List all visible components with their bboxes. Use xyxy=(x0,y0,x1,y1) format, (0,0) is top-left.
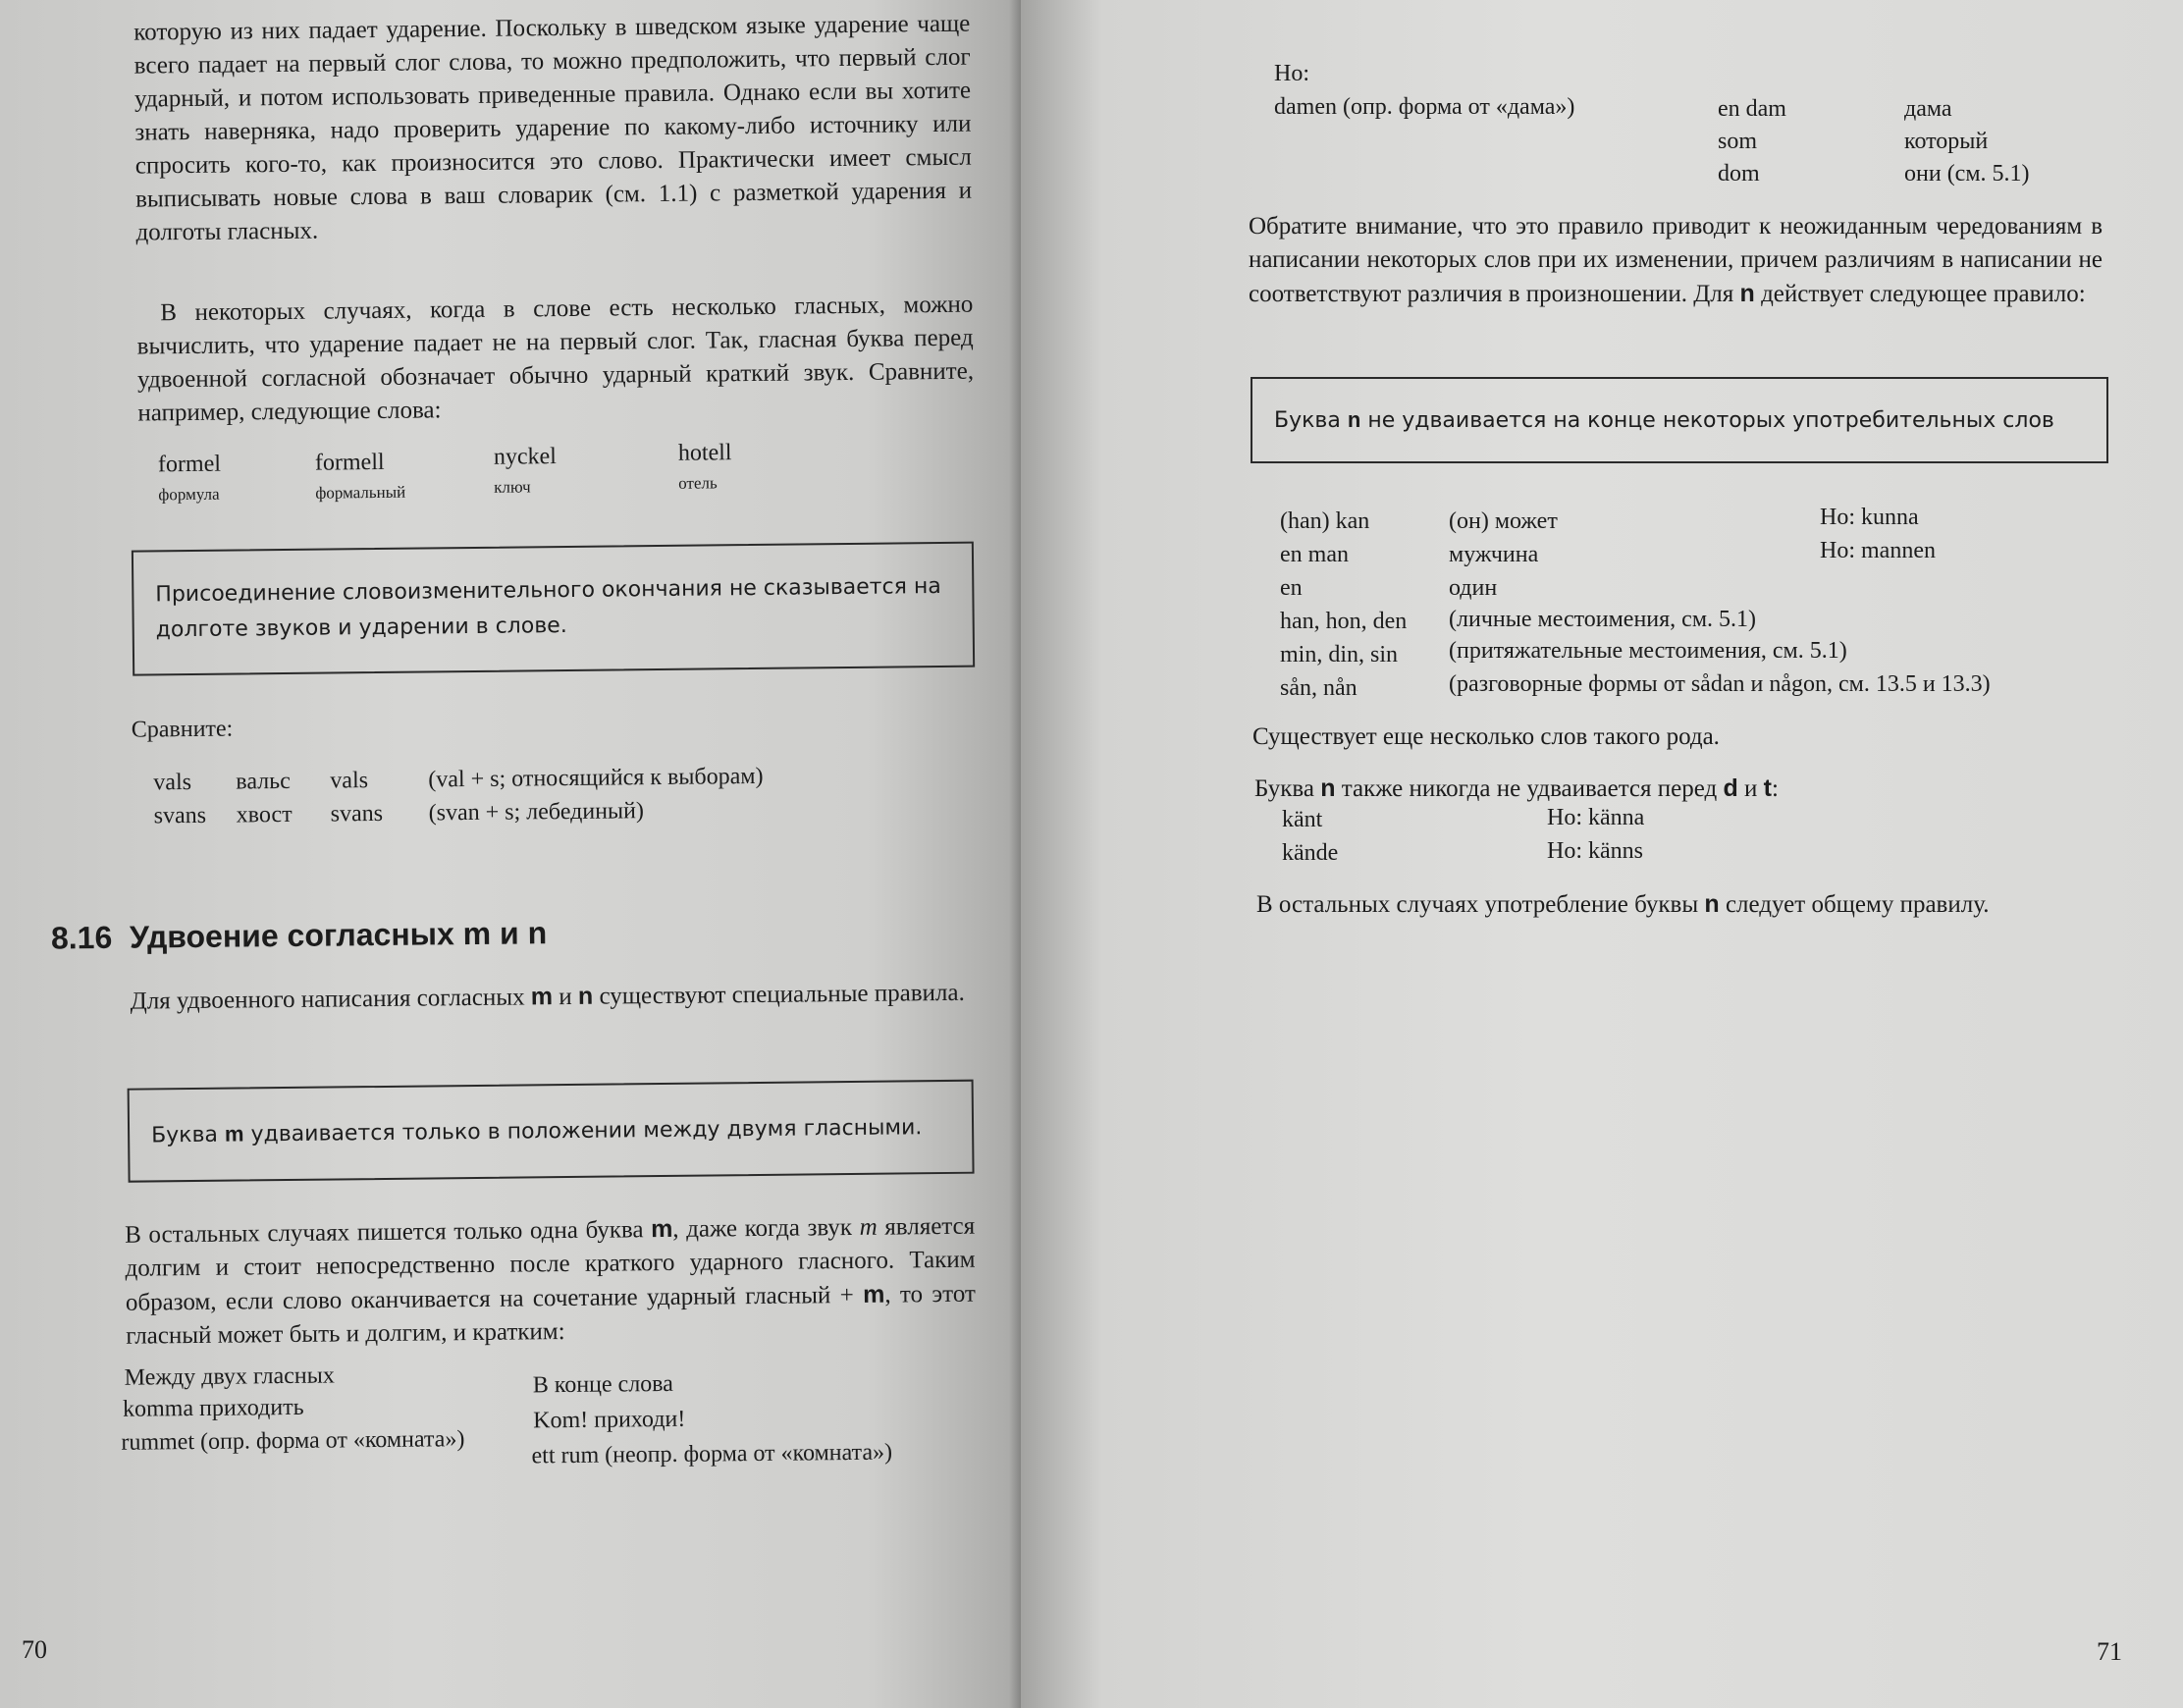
note-paragraph xyxy=(1249,210,2103,311)
section-title: Удвоение согласных xyxy=(129,916,454,955)
word-ru: формула xyxy=(158,484,220,505)
word-ru: ключ xyxy=(494,477,531,497)
left-page xyxy=(0,0,1021,1708)
rule-text xyxy=(151,1109,923,1153)
letter-n: n xyxy=(1704,890,1720,918)
m-paragraph xyxy=(125,1209,976,1354)
rule-box-endings xyxy=(132,542,975,676)
rule-box-m xyxy=(128,1080,975,1183)
n-before-dt-paragraph xyxy=(1254,772,2108,806)
letter-t: t xyxy=(1763,774,1772,802)
more-words-paragraph: Существует еще несколько слов такого рода. xyxy=(1252,723,1720,750)
section-intro-text: Для удвоенного написания согласных xyxy=(130,984,525,1015)
col-header: В конце слова xyxy=(532,1370,674,1399)
text: Буква xyxy=(1254,775,1314,802)
table-sv: en xyxy=(1280,575,1303,601)
section-intro-and: и xyxy=(559,983,572,1011)
right-page xyxy=(1021,0,2183,1708)
table-ru: один xyxy=(1449,575,1498,601)
final-paragraph xyxy=(1256,887,2110,922)
pair-ru: который xyxy=(1904,129,1989,154)
text: : xyxy=(1771,775,1779,802)
word-sv: hotell xyxy=(677,440,732,466)
letter-m: m xyxy=(650,1214,673,1244)
rule-text-b: удваивается только в положении между двумя гласными. xyxy=(250,1114,923,1147)
compare-cell: vals xyxy=(153,770,192,796)
pair-sv: som xyxy=(1718,129,1758,154)
compare-cell: (val + s; относящийся к выборам) xyxy=(428,763,764,793)
text: , то этот гласный может быть и долгим, и кратким: xyxy=(126,1280,976,1350)
text: В остальных случаях употребление буквы xyxy=(1256,891,1699,918)
table-ru: (разговорные формы от sådan и någon, см. 13.5 и 13.3) xyxy=(1449,671,1991,697)
pair-ru: дама xyxy=(1904,96,1952,122)
word-ru: формальный xyxy=(315,482,406,503)
word-sv: formel xyxy=(157,451,222,478)
rule-letter-n: n xyxy=(1347,406,1361,432)
table-ru: (притяжательные местоимения, см. 5.1) xyxy=(1449,638,1847,664)
pair-note: Но: känns xyxy=(1547,838,1643,864)
word-sv: formell xyxy=(314,449,385,476)
letter-m-italic: m xyxy=(859,1213,878,1241)
text: следует общему правилу. xyxy=(1725,891,1990,918)
text: и xyxy=(1744,775,1758,802)
section-intro-n: n xyxy=(577,982,594,1010)
page-number: 70 xyxy=(22,1635,47,1664)
table-sv: en man xyxy=(1280,542,1349,567)
table-sv: (han) kan xyxy=(1280,508,1370,534)
section-heading xyxy=(51,915,548,956)
pair-sv: en dam xyxy=(1718,96,1786,122)
text: действует следующее правило: xyxy=(1761,281,2086,307)
word-ru: отель xyxy=(678,473,718,493)
text: является долгим и стоит непосредственно после краткого ударного гласного. Таким образом, если слово оканчивается на сочетание ударный гласный + xyxy=(125,1212,976,1316)
compare-cell: (svan + s; лебединый) xyxy=(428,798,645,827)
text: также никогда не удваивается перед xyxy=(1341,775,1718,802)
compare-cell: vals xyxy=(330,768,369,794)
table-sv: han, hon, den xyxy=(1280,609,1408,634)
compare-cell: хвост xyxy=(236,801,293,828)
intro-paragraph: которую из них падает ударение. Поскольку в шведском языке ударение чаще всего падает на первый слог слова, то можно предположить, что первый слог ударный, и потом использовать приведенные правила. Однако если вы хотите знать наверняка, надо проверить ударение по какому-либо источнику или спросить кого-то, как произносится это слово. Практически имеет смысл выписывать новые слова в ваш словарик (см. 1.1) с разметкой ударения и долготы гласных. xyxy=(133,10,973,246)
table-ru: (он) может xyxy=(1449,508,1558,534)
compare-cell: svans xyxy=(153,802,207,829)
table-ru: мужчина xyxy=(1449,542,1539,567)
table-sv: sån, nån xyxy=(1280,675,1358,701)
section-title-m: m xyxy=(462,915,492,952)
col-item: rummet (опр. форма от «комната») xyxy=(121,1426,465,1456)
table-ru: (личные местоимения, см. 5.1) xyxy=(1449,607,1757,632)
compare-cell: вальс xyxy=(236,768,291,795)
page-number: 71 xyxy=(2097,1637,2122,1666)
rule-box-n xyxy=(1251,377,2108,463)
text: Обратите внимание, что это правило приводит к неожиданным чередованиям в написании некоторых слов при их изменении, причем различиям в написании не соответствуют различия в произношении. Для xyxy=(1249,213,2103,307)
text: , даже когда звук xyxy=(672,1213,853,1243)
section-intro xyxy=(131,976,973,1019)
rule-letter-m: m xyxy=(224,1120,244,1147)
pair-note: Но: känna xyxy=(1547,805,1645,830)
table-sv: min, din, sin xyxy=(1280,642,1399,667)
col-item: ett rum (неопр. форма от «комната») xyxy=(531,1439,893,1469)
text: В остальных случаях пишется только одна буква xyxy=(125,1216,644,1249)
rule-text-a: Буква xyxy=(1274,407,1341,433)
no-label: Но: xyxy=(1274,61,1309,86)
section-intro-text-2: существуют специальные правила. xyxy=(599,979,965,1010)
rule-text-a: Буква xyxy=(150,1122,219,1148)
rule-text: Присоединение словоизменительного окончания не сказывается на долготе звуков и ударении в слове. xyxy=(155,573,941,643)
letter-n: n xyxy=(1320,774,1336,802)
rule-text xyxy=(1274,402,2054,439)
col-item: Kom! приходи! xyxy=(533,1406,686,1434)
letter-m: m xyxy=(862,1280,885,1308)
col-item: komma приходить xyxy=(122,1394,304,1422)
compare-cell: svans xyxy=(330,800,384,827)
compare-label: Сравните: xyxy=(131,716,234,743)
pair-sv: kände xyxy=(1282,840,1339,866)
second-paragraph: В некоторых случаях, когда в слове есть несколько гласных, можно вычислить, что ударение падает не на первый слог. Так, гласная буква перед удвоенной согласной обозначает обычно ударный краткий звук. Сравните, например, следующие слова: xyxy=(136,291,975,427)
pair-sv: dom xyxy=(1718,161,1760,187)
col-header: Между двух гласных xyxy=(124,1362,335,1391)
word-sv: nyckel xyxy=(493,444,558,470)
rule-text-b: не удваивается на конце некоторых употребительных слов xyxy=(1367,407,2054,433)
table-note: Но: kunna xyxy=(1820,505,1919,530)
pair-ru: они (см. 5.1) xyxy=(1904,161,2030,187)
section-title-and: и xyxy=(499,915,519,951)
damen-line: damen (опр. форма от «дама») xyxy=(1274,94,1575,120)
pair-sv: känt xyxy=(1282,807,1323,832)
letter-n: n xyxy=(1739,280,1755,307)
section-title-n: n xyxy=(527,915,548,951)
section-intro-m: m xyxy=(530,983,554,1011)
section-number: 8.16 xyxy=(50,919,113,956)
table-note: Но: mannen xyxy=(1820,538,1936,563)
letter-d: d xyxy=(1723,774,1738,802)
